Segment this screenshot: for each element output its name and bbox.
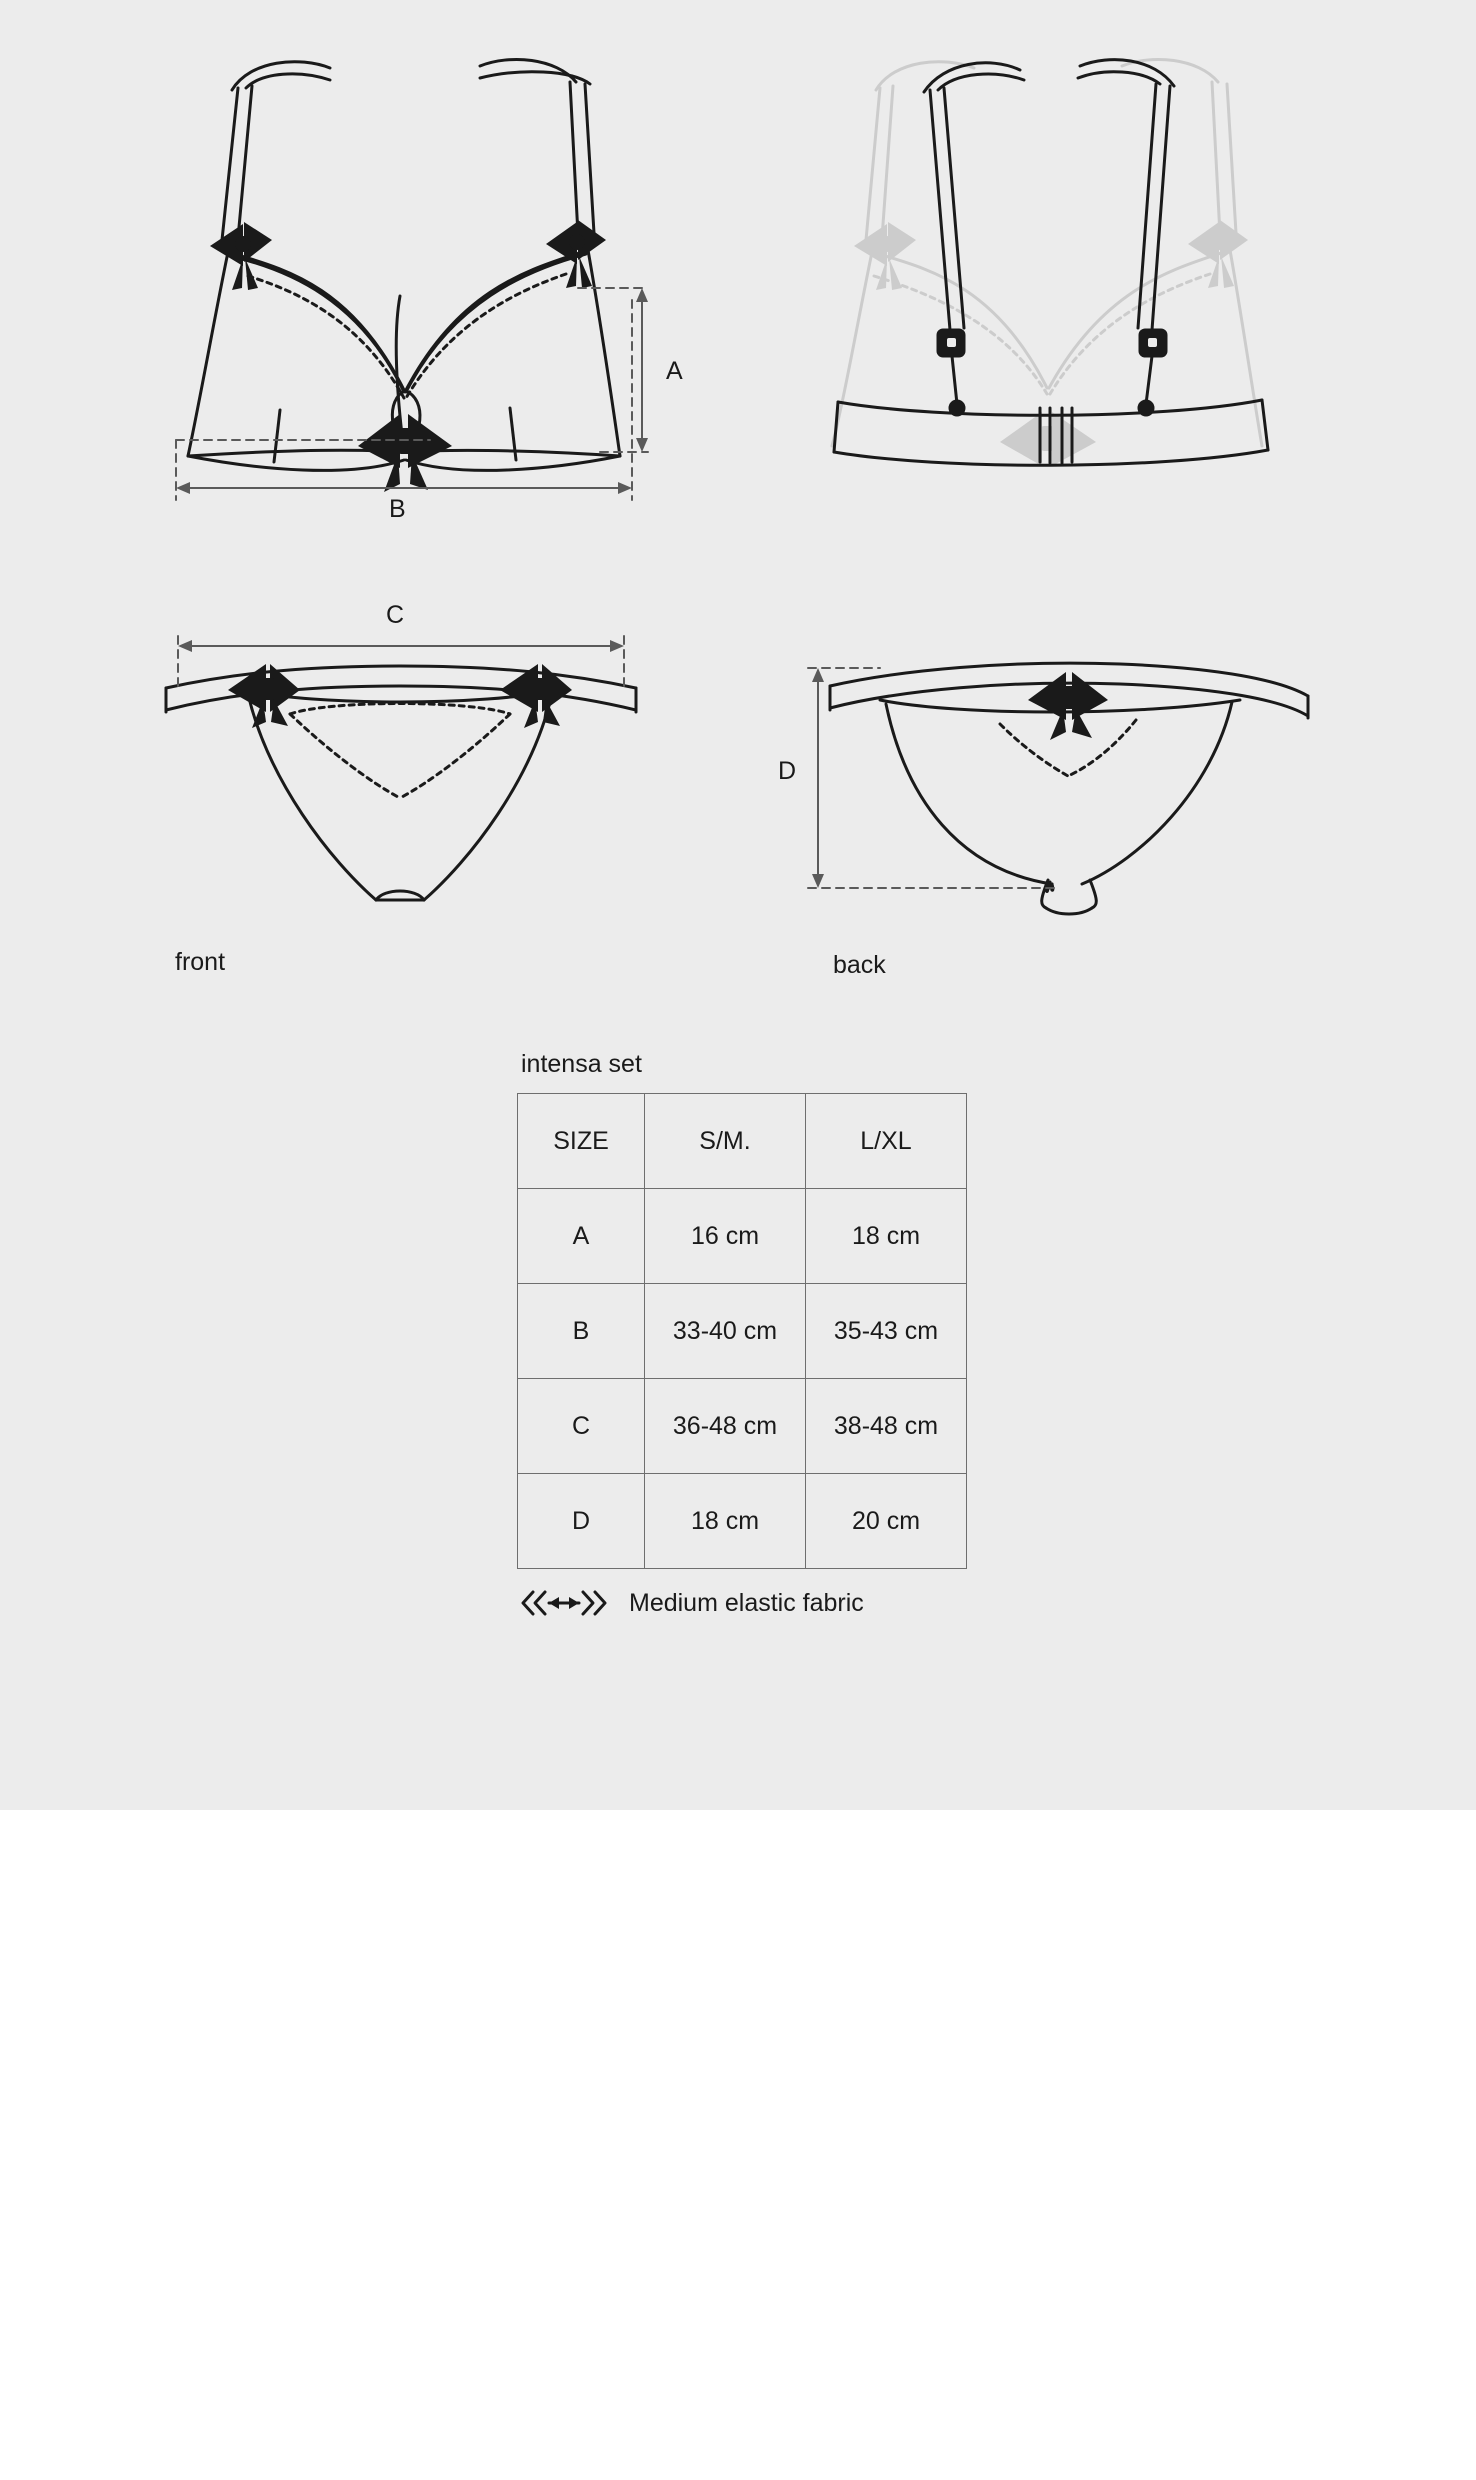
row-label-d: D [518,1474,645,1569]
size-chart-block [517,1050,1077,1618]
dimension-B [176,300,632,500]
row-d-sm: 18 cm [645,1474,806,1569]
table-row [518,1189,967,1284]
dimension-label-a: A [666,357,683,385]
dimension-D [808,668,1060,888]
row-b-lxl: 35-43 cm [806,1284,967,1379]
view-label-back: back [833,951,886,979]
thong-front-illustration [166,664,636,900]
strap-slider-left [938,330,964,415]
table-row [518,1474,967,1569]
row-label-b: B [518,1284,645,1379]
size-chart-table [517,1093,967,1569]
table-header-sm: S/M. [645,1094,806,1189]
size-chart-title: intensa set [521,1050,642,1078]
fabric-note [521,1588,1077,1618]
dimension-label-b: B [389,495,406,523]
table-header-size: SIZE [518,1094,645,1189]
bra-back-illustration [832,59,1268,466]
table-row [518,1379,967,1474]
row-d-lxl: 20 cm [806,1474,967,1569]
row-label-a: A [518,1189,645,1284]
dimension-label-d: D [778,757,797,785]
thong-back-illustration [830,663,1308,914]
table-header-lxl: L/XL [806,1094,967,1189]
dimension-A [578,288,648,452]
row-b-sm: 33-40 cm [645,1284,806,1379]
strap-slider-right [1139,330,1166,415]
table-row [518,1284,967,1379]
row-c-sm: 36-48 cm [645,1379,806,1474]
row-a-sm: 16 cm [645,1189,806,1284]
row-label-c: C [518,1379,645,1474]
row-c-lxl: 38-48 cm [806,1379,967,1474]
dimension-label-c: C [386,601,405,629]
row-a-lxl: 18 cm [806,1189,967,1284]
view-label-front: front [175,948,226,976]
table-header-row [518,1094,967,1189]
bra-front-illustration [188,59,620,492]
double-arrow-stretch-icon [521,1588,607,1618]
fabric-note-text: Medium elastic fabric [629,1588,864,1617]
